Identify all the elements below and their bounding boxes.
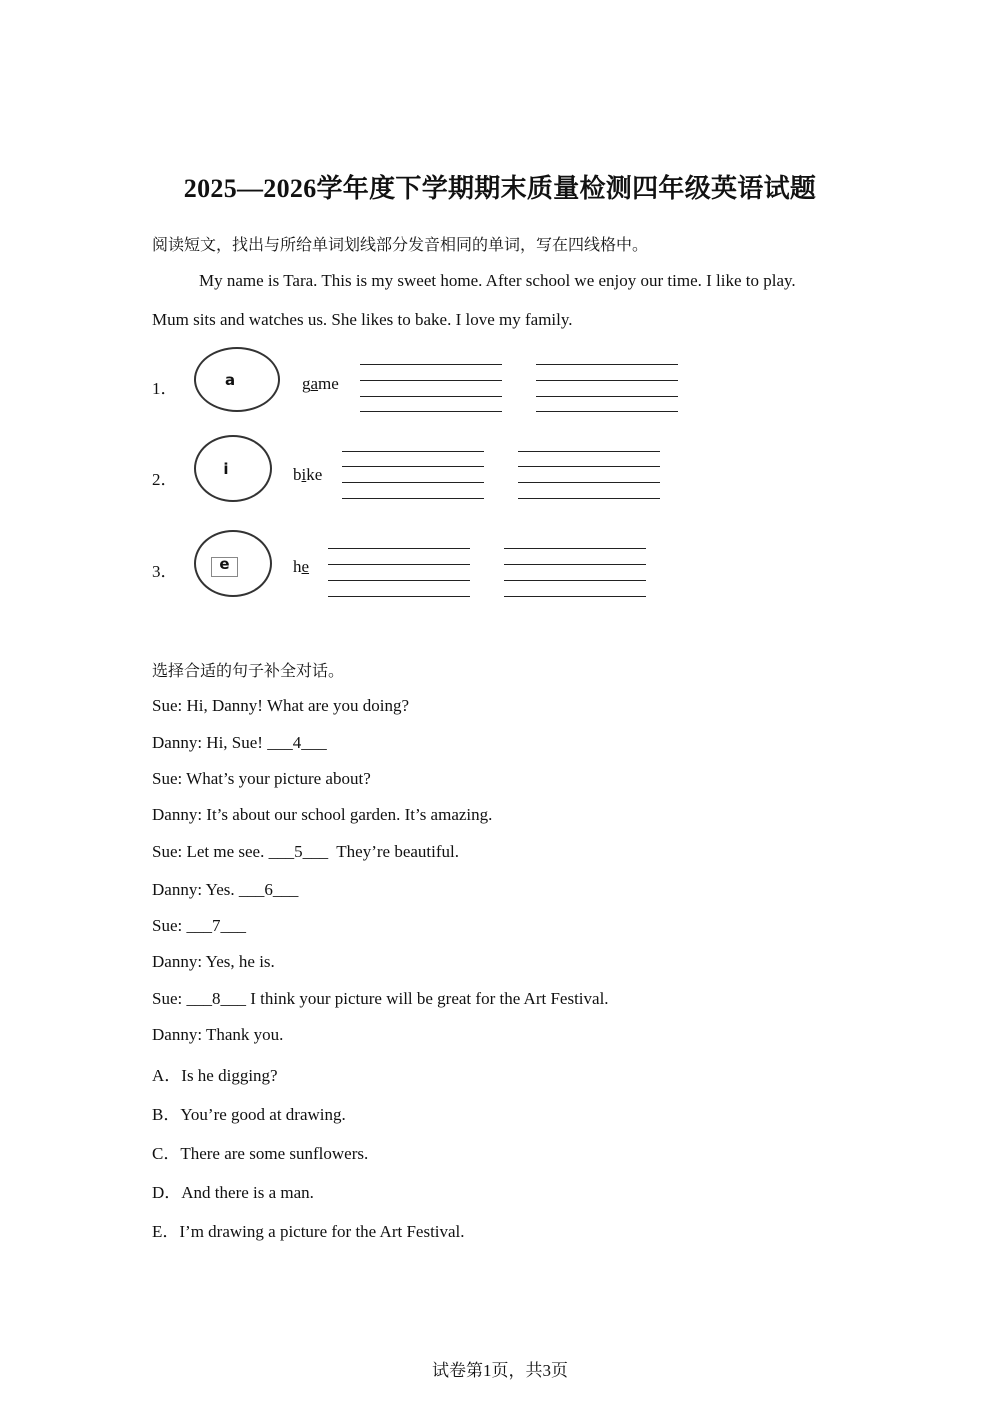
dialogue-line: Sue: Let me see. ___5___ They’re beautiful. <box>152 842 460 861</box>
option-d: D．And there is a man. <box>152 1183 314 1202</box>
page-title: 2025—2026学年度下学期期末质量检测四年级英语试题 <box>183 174 817 203</box>
phonics-letter: a <box>224 371 236 389</box>
dialogue-line: Danny: Thank you. <box>152 1025 284 1044</box>
passage-line-2: Mum sits and watches us. She likes to bake. I love my family. <box>152 310 573 329</box>
phonics-letter: i <box>223 460 229 478</box>
dialogue-line: Danny: It’s about our school garden. It’s amazing. <box>152 805 493 824</box>
page-footer: 试卷第1页，共3页 <box>432 1361 568 1380</box>
dialogue-line: Sue: What’s your picture about? <box>152 769 371 788</box>
passage-line-1: My name is Tara. This is my sweet home. After school we enjoy our time. I like to play. <box>199 271 796 290</box>
option-e: E．I’m drawing a picture for the Art Festival. <box>152 1222 465 1241</box>
example-word: game <box>302 374 339 393</box>
dialogue-line: Sue: Hi, Danny! What are you doing? <box>152 696 409 715</box>
example-word: he <box>293 557 310 576</box>
item-number: 2． <box>152 470 178 489</box>
phonics-letter: e <box>219 555 230 573</box>
item-number: 1． <box>152 379 178 398</box>
dialogue-line: Sue: ___8___ I think your picture will be great for the Art Festival. <box>152 989 609 1008</box>
option-c: C．There are some sunflowers. <box>152 1144 369 1163</box>
section1-instruction: 阅读短文，找出与所给单词划线部分发音相同的单词，写在四线格中。 <box>152 235 649 254</box>
option-b: B．You’re good at drawing. <box>152 1105 346 1124</box>
option-a: A．Is he digging? <box>152 1066 278 1085</box>
dialogue-line: Danny: Yes, he is. <box>152 952 275 971</box>
dialogue-line: Danny: Hi, Sue! ___4___ <box>152 733 327 752</box>
example-word: bike <box>293 465 323 484</box>
dialogue-line: Sue: ___7___ <box>152 916 246 935</box>
section2-instruction: 选择合适的句子补全对话。 <box>152 661 345 680</box>
dialogue-line: Danny: Yes. ___6___ <box>152 880 299 899</box>
item-number: 3． <box>152 562 178 581</box>
